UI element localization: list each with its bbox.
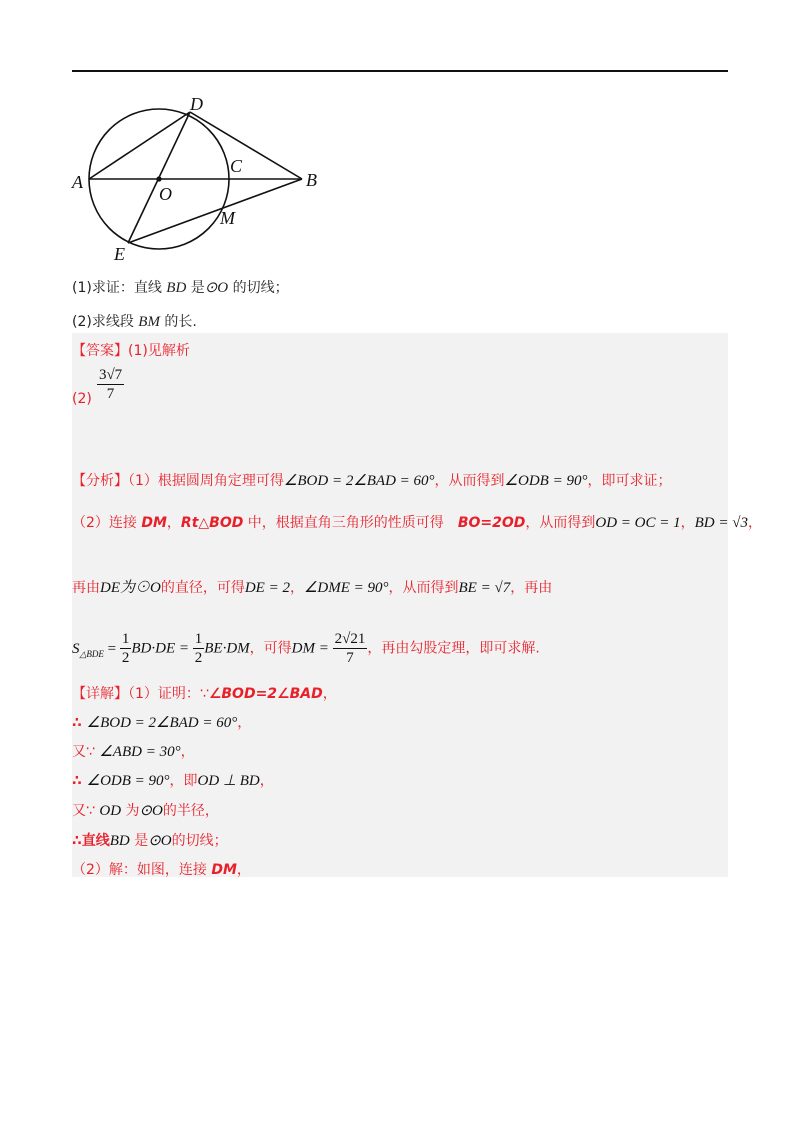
label-a: A xyxy=(72,172,83,192)
analysis-line-3: 再由DE为⊙O的直径，可得DE = 2，∠DME = 90°，从而得到BE = √7，再由 xyxy=(72,580,553,596)
analysis-line-4: $S_{\triangle BDE}$ = $\frac{1}{2}$ BD·DE = $\frac{1}{2}$ BE·DM，可得DM = $\frac{2√21}{7}$ ，再由勾股定理，即可求解. xyxy=(72,631,540,666)
detail-line-1: 【详解】（1）证明：∵∠BOD=2∠BAD， xyxy=(72,686,337,702)
answer-fraction: $\frac{3√7}{7}$ xyxy=(98,367,123,402)
detail-line-4: ∴ ∠ODB = 90°，即OD ⊥ BD， xyxy=(72,773,274,789)
segment-db xyxy=(190,112,302,179)
question-1: (1)求证：直线 BD 是⊙O 的切线； xyxy=(72,280,289,296)
label-b: B xyxy=(306,170,317,190)
label-c: C xyxy=(230,156,243,176)
geometry-figure xyxy=(60,88,360,270)
label-m: M xyxy=(220,208,235,228)
detail-line-5: 又∵ OD 为⊙O的半径， xyxy=(72,803,219,819)
question-2: (2)求线段 BM 的长. xyxy=(72,314,197,330)
answer-line-1: 【答案】(1)见解析 xyxy=(72,343,190,359)
analysis-line-1: 【分析】（1）根据圆周角定理可得∠BOD = 2∠BAD = 60°，从而得到∠ODB = 90°，即可求证； xyxy=(72,473,672,489)
answer-tag: 【答案】 xyxy=(72,343,128,359)
analysis-line-2: （2）连接 DM，Rt△BOD 中，根据直角三角形的性质可得 BO=2OD，从而得到OD = OC = 1，BD = √3， xyxy=(72,515,762,531)
label-o: O xyxy=(159,184,172,204)
detail-line-7: （2）解：如图，连接 DM， xyxy=(72,862,251,878)
header-rule xyxy=(72,70,728,72)
detail-line-6: ∴直线BD 是⊙O的切线； xyxy=(72,833,228,849)
center-dot xyxy=(156,176,161,181)
label-d: D xyxy=(190,94,203,114)
analysis-tag: 【分析】 xyxy=(72,473,128,489)
detail-line-2: ∴ ∠BOD = 2∠BAD = 60°， xyxy=(72,715,252,731)
answer-line-2: (2) $\frac{3√7}{7}$ xyxy=(72,367,123,407)
detail-line-3: 又∵ ∠ABD = 30°， xyxy=(72,744,195,760)
label-e: E xyxy=(114,244,125,264)
detail-tag: 【详解】 xyxy=(72,686,128,702)
solution-panel xyxy=(72,333,728,877)
